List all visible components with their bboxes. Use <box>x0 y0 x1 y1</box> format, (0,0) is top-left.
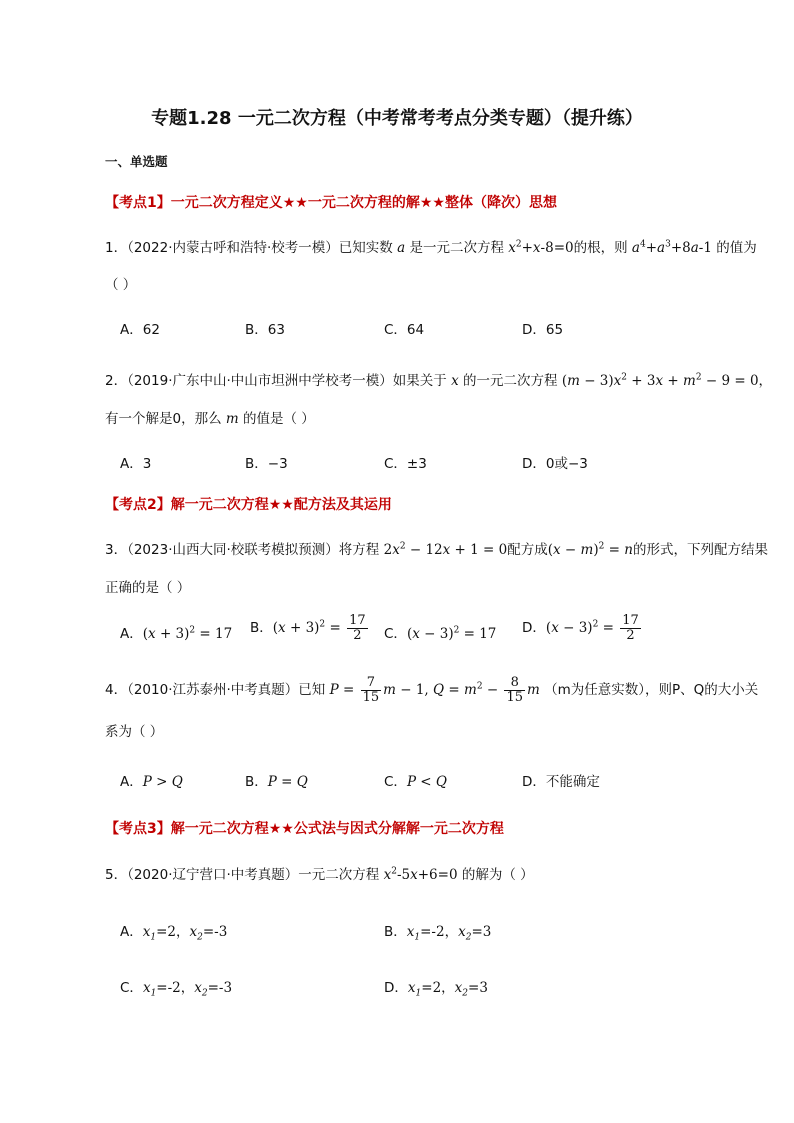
question-text: 的值是（ ） <box>243 411 315 427</box>
math-fraction: $\frac{17}{2}$ <box>349 613 366 643</box>
kaodian-3-heading: 【考点3】解一元二次方程★★公式法与因式分解解一元二次方程 <box>105 821 504 837</box>
math-var: x <box>451 373 459 389</box>
option-a <box>120 770 183 790</box>
option-label: B． <box>384 924 407 940</box>
option-b <box>245 770 308 790</box>
option-c <box>120 976 232 999</box>
option-d: D．65 <box>522 322 564 338</box>
question-number: 1． <box>105 240 128 256</box>
question-source: （2010·江苏泰州·中考真题） <box>127 682 299 699</box>
option-b <box>384 920 491 943</box>
question-text: 的根，则 <box>573 240 628 256</box>
option-d <box>384 976 488 999</box>
option-d: D．0或−3 <box>522 456 588 472</box>
question-text: （m为任意实数），则P、Q的大小关 <box>544 682 759 699</box>
math-var: m <box>225 411 239 427</box>
option-label: D． <box>384 980 408 996</box>
option-label: A． <box>120 774 143 790</box>
question-text: 配方成 <box>507 542 548 558</box>
question-text: 的一元二次方程 <box>463 373 558 389</box>
kaodian-2-heading: 【考点2】解一元二次方程★★配方法及其运用 <box>105 497 392 513</box>
math-equation: $(m - 3)x^2 + 3x + m^2 - 9 = 0$ <box>561 372 759 389</box>
question-number: 5． <box>105 867 128 883</box>
math-expression: $x_1=2$，$x_2=3$ <box>407 980 488 999</box>
math-expression: $(x + 3)^2$ = <box>272 619 346 637</box>
math-expression: $(x - 3)^2 = 17$ <box>406 625 497 642</box>
option-label: A． <box>120 626 143 642</box>
question-source: （2023·山西大同·校联考模拟预测） <box>127 542 339 558</box>
math-fraction: $\frac{17}{2}$ <box>622 613 639 643</box>
option-a <box>120 920 227 943</box>
page-title: 专题1.28 一元二次方程（中考常考考点分类专题）（提升练） <box>151 108 643 129</box>
question-text: 的形式，下列配方结果 <box>632 542 768 558</box>
option-a: A．3 <box>120 456 152 472</box>
question-text: 的值为 <box>716 240 757 256</box>
question-text: 如果关于 <box>392 373 447 389</box>
section-heading: 一、单选题 <box>105 154 168 169</box>
option-label: C． <box>384 774 407 790</box>
math-expression: P > Q <box>142 774 183 790</box>
math-equation: $2x^2 - 12x + 1 = 0$ <box>383 541 508 558</box>
math-expression: $x_1=2$，$x_2=-3$ <box>142 924 228 943</box>
option-b <box>250 614 370 642</box>
math-equation: $x^2+x-8=0$ <box>508 239 574 256</box>
math-var: a <box>397 240 406 256</box>
math-equation: P = <box>329 682 359 699</box>
option-a: A．62 <box>120 322 160 338</box>
math-expression: P = Q <box>267 774 308 790</box>
question-1-line2: （ ） <box>105 277 137 293</box>
question-4-line2: 系为（ ） <box>105 724 164 740</box>
option-c <box>384 770 447 790</box>
question-text: 的解为（ ） <box>461 867 534 883</box>
kaodian-1-heading: 【考点1】一元二次方程定义★★一元二次方程的解★★整体（降次）思想 <box>105 195 557 211</box>
option-label: C． <box>384 626 407 642</box>
question-2 <box>105 369 772 389</box>
question-number: 3． <box>105 542 128 558</box>
math-fraction: $\frac{8}{15}$ <box>506 675 524 705</box>
question-text: 已知实数 <box>338 240 393 256</box>
option-label: C． <box>120 980 143 996</box>
question-text: 一元二次方程 <box>298 867 380 883</box>
question-source: （2019·广东中山·中山市坦洲中学校考一模） <box>127 373 393 389</box>
option-c <box>384 622 496 642</box>
question-source: （2022·内蒙古呼和浩特·校考一模） <box>127 240 339 256</box>
math-expression: $(x - m)^2 = n$ <box>547 541 633 558</box>
option-d <box>522 614 643 642</box>
math-expression: $(x - 3)^2$ = <box>545 619 619 637</box>
question-4 <box>105 676 758 704</box>
option-c: C．±3 <box>384 456 427 472</box>
math-expression: $(x + 3)^2 = 17$ <box>142 625 233 642</box>
option-a <box>120 622 232 642</box>
question-3 <box>105 538 768 558</box>
math-equation: $x^2-5x+6=0$ <box>383 866 458 883</box>
question-text: ， <box>758 373 773 389</box>
option-b: B．63 <box>245 322 285 338</box>
question-text: 有一个解是0，那么 <box>105 411 222 427</box>
math-expression: m − 1, $Q = m^2$ − <box>383 681 503 699</box>
math-expression: P < Q <box>406 774 447 790</box>
option-label: B． <box>250 620 273 637</box>
math-expression: $x_1=-2$，$x_2=-3$ <box>142 980 233 999</box>
option-d: D．不能确定 <box>522 774 600 790</box>
question-text: 将方程 <box>338 542 380 558</box>
option-label: D． <box>522 620 546 637</box>
option-c: C．64 <box>384 322 425 338</box>
math-fraction: $\frac{7}{15}$ <box>362 675 380 705</box>
question-source: （2020·辽宁营口·中考真题） <box>127 867 299 883</box>
question-number: 4． <box>105 682 128 699</box>
math-expression: $x_1=-2$，$x_2=3$ <box>406 924 492 943</box>
option-label: B． <box>245 774 268 790</box>
math-var: m <box>527 682 540 699</box>
question-text: 已知 <box>298 682 326 699</box>
question-5 <box>105 863 534 883</box>
math-expression: $a^4+a^3+8a-1$ <box>631 239 712 256</box>
question-number: 2． <box>105 373 128 389</box>
question-3-line2: 正确的是（ ） <box>105 580 191 596</box>
question-2-line2 <box>105 407 315 427</box>
question-1 <box>105 236 757 256</box>
option-b: B．−3 <box>245 456 288 472</box>
question-text: 是一元二次方程 <box>409 240 504 256</box>
option-label: A． <box>120 924 143 940</box>
